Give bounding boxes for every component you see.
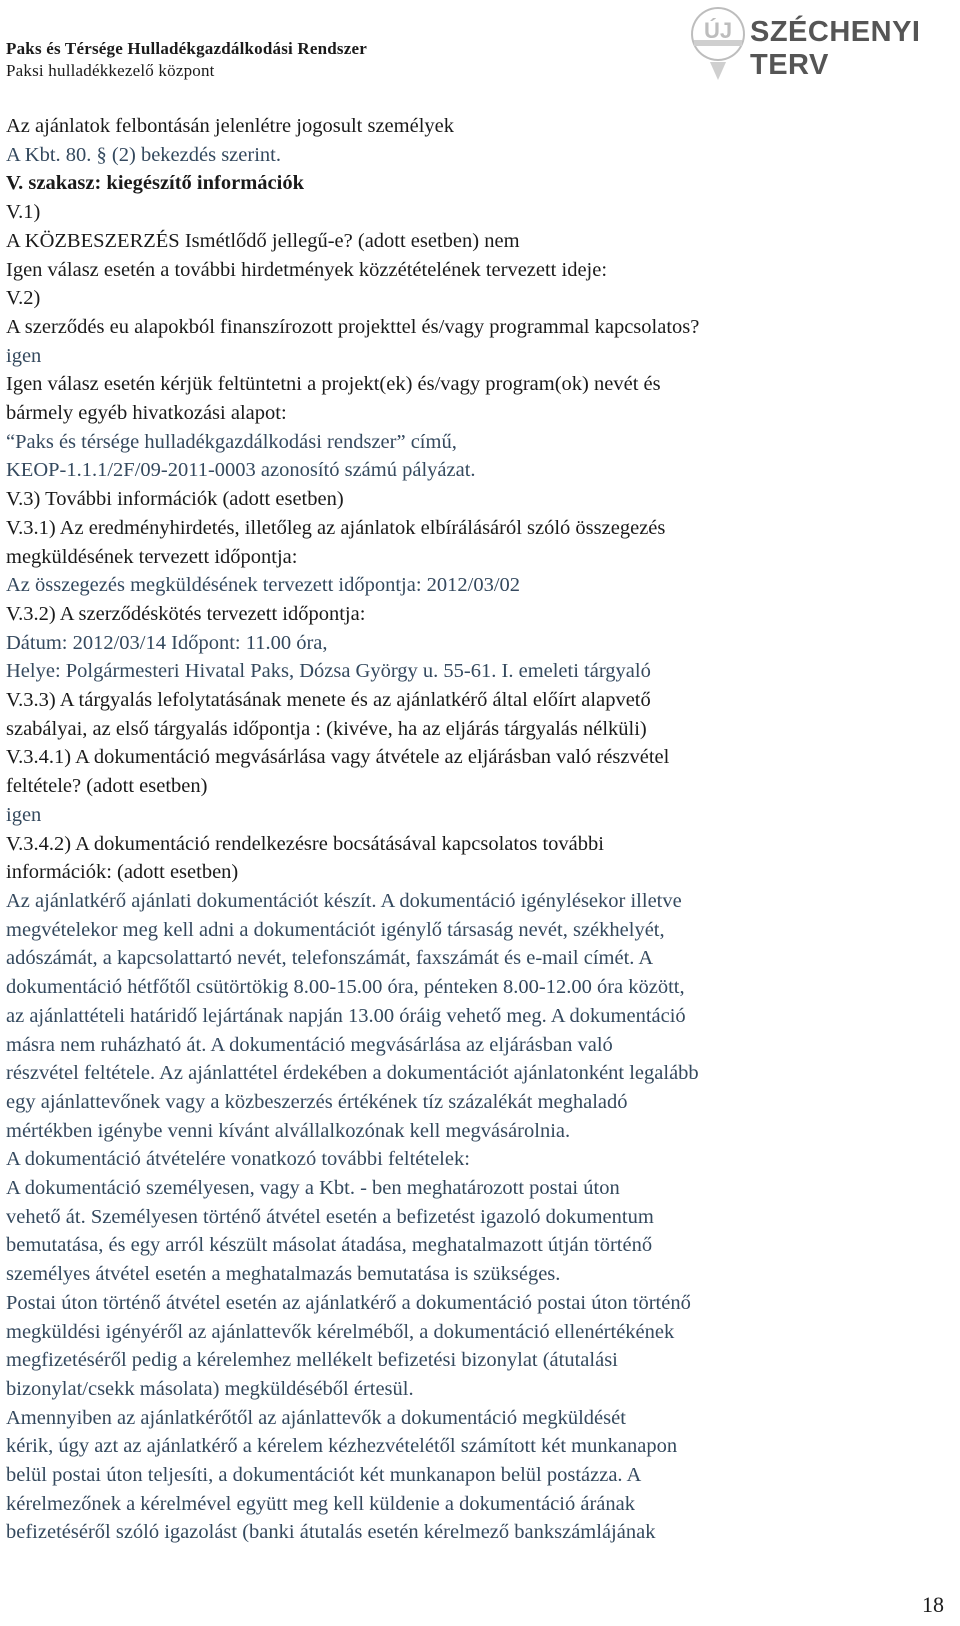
text-line: adószámát, a kapcsolattartó nevét, telefonszámát, faxszámát és e-mail címét. A bbox=[6, 947, 654, 970]
text-line: Az ajánlatok felbontásán jelenlétre jogosult személyek bbox=[6, 115, 454, 137]
text-line: igen bbox=[6, 344, 42, 367]
text-line: másra nem ruházható át. A dokumentáció megvásárlása az eljárásban való bbox=[6, 1033, 613, 1056]
text-line: Dátum: 2012/03/14 Időpont: 11.00 óra, bbox=[6, 631, 328, 654]
text-line: V.1) bbox=[6, 201, 41, 224]
text-line: igen bbox=[6, 803, 42, 826]
text-line: V.3) További információk (adott esetben) bbox=[6, 488, 344, 511]
organization-subtitle: Paksi hulladékkezelő központ bbox=[6, 61, 215, 80]
text-line: Postai úton történő átvétel esetén az ajánlatkérő a dokumentáció postai úton történő bbox=[6, 1291, 691, 1314]
text-line: Igen válasz esetén kérjük feltüntetni a projekt(ek) és/vagy program(ok) nevét és bbox=[6, 373, 661, 396]
logo-wordmark: SZÉCHENYI TERV bbox=[750, 16, 921, 81]
text-line: V.3.2) A szerződéskötés tervezett időpontja: bbox=[6, 602, 366, 625]
text-line: megvételekor meg kell adni a dokumentációt igénylő társaság nevét, székhelyét, bbox=[6, 918, 665, 941]
text-line: bizonylat/csekk másolata) megküldéséből értesül. bbox=[6, 1377, 414, 1400]
text-line: bármely egyéb hivatkozási alapot: bbox=[6, 402, 287, 425]
text-line: A Kbt. 80. § (2) bekezdés szerint. bbox=[6, 143, 281, 166]
text-line: kérik, úgy azt az ajánlatkérő a kérelem kézhezvételétől számított két munkanapon bbox=[6, 1435, 678, 1458]
text-line: vehető át. Személyesen történő átvétel esetén a befizetést igazoló dokumentum bbox=[6, 1205, 654, 1228]
text-line: V.3.4.2) A dokumentáció rendelkezésre bocsátásával kapcsolatos további bbox=[6, 832, 604, 855]
text-line: belül postai úton teljesíti, a dokumentációt két munkanapon belül postázza. A bbox=[6, 1464, 642, 1487]
text-line: az ajánlattételi határidő lejártának napján 13.00 óráig vehető meg. A dokumentáció bbox=[6, 1004, 686, 1027]
text-line: V.3.1) Az eredményhirdetés, illetőleg az ajánlatok elbírálásáról szóló összegezés bbox=[6, 516, 666, 539]
text-line: befizetéséről szóló igazolást (banki átutalás esetén kérelmező bankszámlájának bbox=[6, 1521, 656, 1544]
text-line: kérelmezőnek a kérelmével együtt meg kell küldenie a dokumentáció árának bbox=[6, 1492, 635, 1515]
text-line: egy ajánlattevőnek vagy a közbeszerzés értékének tíz százalékát meghaladó bbox=[6, 1090, 628, 1113]
text-line: személyes átvétel esetén a meghatalmazás bemutatása is szükséges. bbox=[6, 1263, 561, 1286]
page-number: 18 bbox=[922, 1592, 944, 1617]
text-line: Az összegezés megküldésének tervezett időpontja: 2012/03/02 bbox=[6, 574, 521, 597]
text-line: V. szakasz: kiegészítő információk bbox=[6, 172, 304, 195]
text-line: A dokumentáció személyesen, vagy a Kbt. - ben meghatározott postai úton bbox=[6, 1177, 620, 1200]
text-line: megfizetéséről pedig a kérelemhez mellékelt befizetési bizonylat (átutalási bbox=[6, 1349, 618, 1372]
text-line: Helye: Polgármesteri Hivatal Paks, Dózsa György u. 55-61. I. emeleti tárgyaló bbox=[6, 660, 651, 683]
text-line: Az ajánlatkérő ajánlati dokumentációt készít. A dokumentáció igénylésekor illetve bbox=[6, 889, 682, 912]
text-line: részvétel feltétele. Az ajánlattétel érdekében a dokumentációt ajánlatonként legalább bbox=[6, 1062, 699, 1085]
text-line: megküldésének tervezett időpontja: bbox=[6, 545, 298, 568]
text-line: feltétele? (adott esetben) bbox=[6, 775, 208, 798]
uj-badge-icon bbox=[688, 4, 748, 84]
text-line: A szerződés eu alapokból finanszírozott projekttel és/vagy programmal kapcsolatos? bbox=[6, 315, 700, 338]
document-header bbox=[6, 38, 367, 82]
text-line: megküldési igényéről az ajánlattevők kérelméből, a dokumentáció ellenértékének bbox=[6, 1320, 675, 1343]
text-line: A KÖZBESZERZÉS Ismétlődő jellegű-e? (adott esetben) nem bbox=[6, 229, 520, 252]
organization-name: Paks és Térsége Hulladékgazdálkodási Rendszer bbox=[6, 39, 367, 58]
text-line: dokumentáció hétfőtől csütörtökig 8.00-15.00 óra, pénteken 8.00-12.00 óra között, bbox=[6, 976, 685, 999]
text-line: Amennyiben az ajánlatkérőtől az ajánlattevők a dokumentáció megküldését bbox=[6, 1406, 626, 1429]
szechenyi-terv-logo bbox=[688, 4, 950, 84]
text-line: V.2) bbox=[6, 287, 41, 310]
text-line: V.3.3) A tárgyalás lefolytatásának menete és az ajánlatkérő által előírt alapvető bbox=[6, 689, 651, 712]
text-line: Igen válasz esetén a további hirdetmények közzétételének tervezett ideje: bbox=[6, 258, 608, 281]
logo-badge-text: ÚJ bbox=[703, 18, 733, 43]
text-line: KEOP-1.1.1/2F/09-2011-0003 azonosító számú pályázat. bbox=[6, 459, 476, 482]
text-line: bemutatása, és egy arról készült másolat átadása, meghatalmazott útján történő bbox=[6, 1234, 653, 1257]
text-line: “Paks és térsége hulladékgazdálkodási rendszer” című, bbox=[6, 430, 457, 453]
text-line: V.3.4.1) A dokumentáció megvásárlása vagy átvétele az eljárásban való részvétel bbox=[6, 746, 670, 769]
text-line: A dokumentáció átvételére vonatkozó további feltételek: bbox=[6, 1148, 470, 1171]
text-line: szabályai, az első tárgyalás időpontja : (kivéve, ha az eljárás tárgyalás nélküli) bbox=[6, 717, 647, 740]
text-line: mértékben igénybe venni kívánt alvállalkozónak kell megvásárolnia. bbox=[6, 1119, 571, 1142]
text-line: információk: (adott esetben) bbox=[6, 861, 239, 884]
document-body bbox=[6, 112, 946, 1547]
